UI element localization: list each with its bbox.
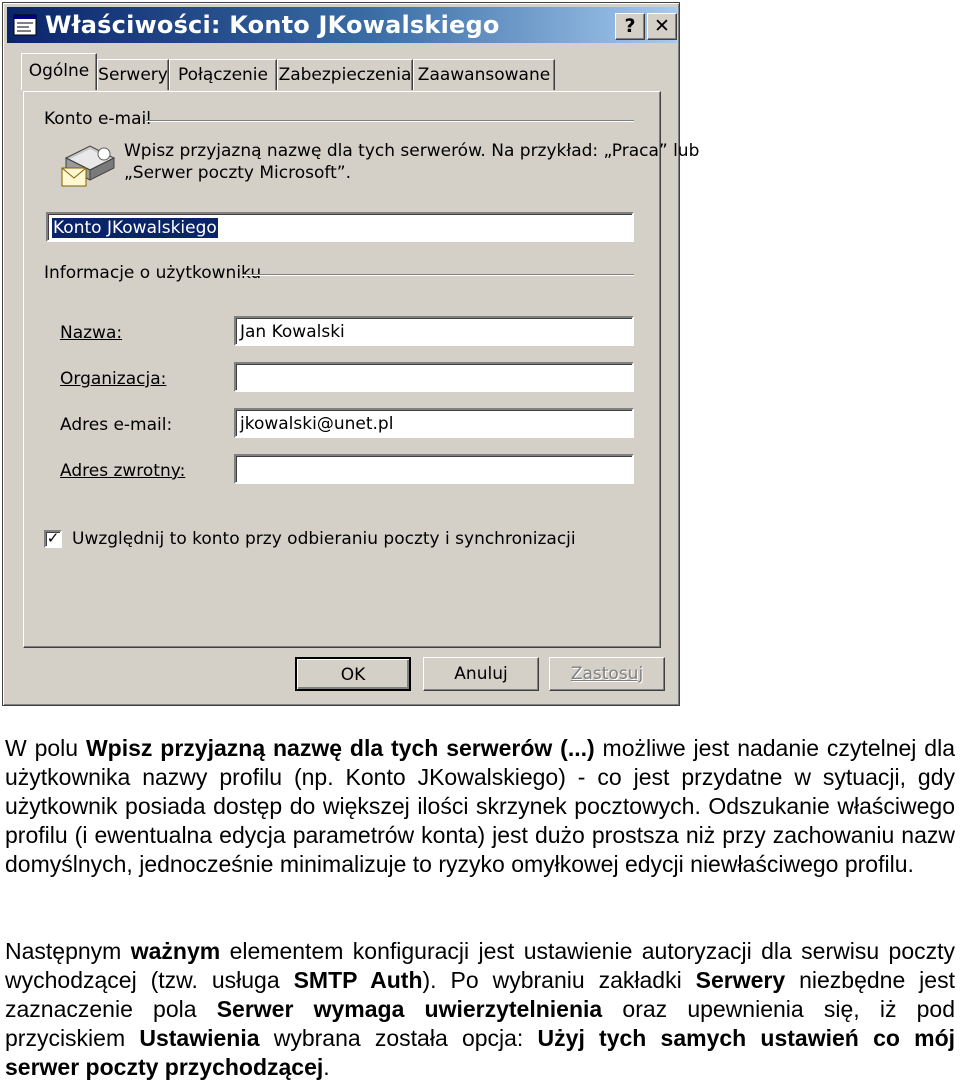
help-button[interactable]: ?: [615, 13, 645, 40]
group-divider: [146, 120, 634, 122]
tab-label: Połączenie: [178, 65, 268, 85]
bold-phrase: Ustawienia: [139, 1025, 260, 1051]
email-account-group-label: Konto e-mail: [44, 109, 151, 129]
account-name-hint-line-1: Wpisz przyjazną nazwę dla tych serwerów. Na przykład: „Praca” lub: [124, 141, 700, 161]
account-name-input[interactable]: [46, 212, 634, 242]
text-run: możliwe jest nadanie czytelnej dla użytkownika nazwy profilu (np. Konto JKowalskiego) - co jest przydatne w sytuacji, gdy użytkownik posiada dostęp do większej ilości skrzynek pocztowych. Odszukanie właściwego profilu (i ewentualna edycja parametrów konta) jest dużo prostsza niż przy zachowaniu nazw domyślnych, jednocześnie minimalizuje to ryzyko omyłkowej edycji niewłaściwego profilu.: [5, 735, 955, 877]
ok-button[interactable]: OK: [295, 657, 411, 691]
group-divider: [242, 274, 634, 276]
tab-label: Serwery: [98, 65, 168, 85]
user-info-group-label: Informacje o użytkowniku: [44, 263, 262, 283]
tab-servers[interactable]: [97, 59, 169, 90]
organization-field[interactable]: [234, 362, 634, 392]
account-name-hint-line-2: „Serwer poczty Microsoft”.: [124, 163, 351, 183]
text-run: niezbędne jest zaznaczenie pola: [5, 967, 955, 1022]
include-account-label[interactable]: Uwzględnij to konto przy odbieraniu poczty i synchronizacji: [72, 529, 576, 549]
email-address-field[interactable]: [234, 408, 634, 438]
reply-address-label: Adres zwrotny:: [60, 461, 186, 481]
account-name-value: Konto JKowalskiego: [53, 218, 217, 238]
name-label: Nazwa:: [60, 323, 123, 343]
close-button[interactable]: [647, 13, 677, 40]
email-address-label: Adres e-mail:: [60, 415, 173, 435]
general-tab-panel: [23, 91, 700, 648]
bold-phrase: ważnym: [130, 938, 221, 964]
properties-dialog: [2, 2, 700, 706]
tab-advanced[interactable]: [413, 59, 555, 90]
bold-phrase: Użyj tych samych ustawień co mój serwer poczty przychodzącej: [5, 1025, 956, 1080]
tab-label: Zaawansowane: [417, 65, 551, 85]
bold-phrase: Wpisz przyjazną nazwę dla tych serwerów (...): [85, 735, 595, 761]
text-run: W polu: [5, 735, 86, 761]
text-run: .: [323, 1054, 330, 1080]
include-account-checkbox[interactable]: [44, 530, 62, 548]
tab-connection[interactable]: [169, 59, 277, 90]
cancel-button[interactable]: Anuluj: [423, 657, 539, 691]
name-value: Jan Kowalski: [240, 322, 345, 342]
tab-general[interactable]: [21, 53, 97, 90]
mail-server-icon: [60, 138, 118, 192]
tab-security[interactable]: [277, 59, 413, 90]
close-icon: ✕: [654, 15, 670, 37]
text-run: elementem konfiguracji jest ustawienie autoryzacji dla serwisu poczty wychodzącej (tzw. usługa: [5, 938, 956, 993]
window-title: Właściwości: Konto JKowalskiego: [45, 11, 500, 39]
article-paragraph-2: [5, 937, 955, 1082]
bold-phrase: SMTP Auth: [293, 967, 423, 993]
email-address-value: jkowalski@unet.pl: [240, 414, 394, 434]
text-run: ). Po wybraniu zakładki: [422, 967, 696, 993]
text-run: Następnym: [5, 938, 131, 964]
tab-label: Zabezpieczenia: [278, 65, 412, 85]
text-run: wybrana została opcja:: [259, 1025, 538, 1051]
article-paragraph-1: [5, 734, 955, 879]
reply-address-field[interactable]: [234, 454, 634, 484]
organization-label: Organizacja:: [60, 369, 167, 389]
apply-button[interactable]: Zastosuj: [549, 657, 665, 691]
bold-phrase: Serwer wymaga uwierzytelnienia: [216, 996, 603, 1022]
checkmark-icon: ✓: [46, 529, 60, 547]
title-bar[interactable]: [7, 7, 677, 43]
properties-icon: [12, 12, 38, 38]
bold-phrase: Serwery: [695, 967, 786, 993]
name-field[interactable]: [234, 316, 634, 346]
tab-label: Ogólne: [28, 61, 90, 81]
text-run: oraz upewnienia się, iż pod przyciskiem: [5, 996, 955, 1051]
